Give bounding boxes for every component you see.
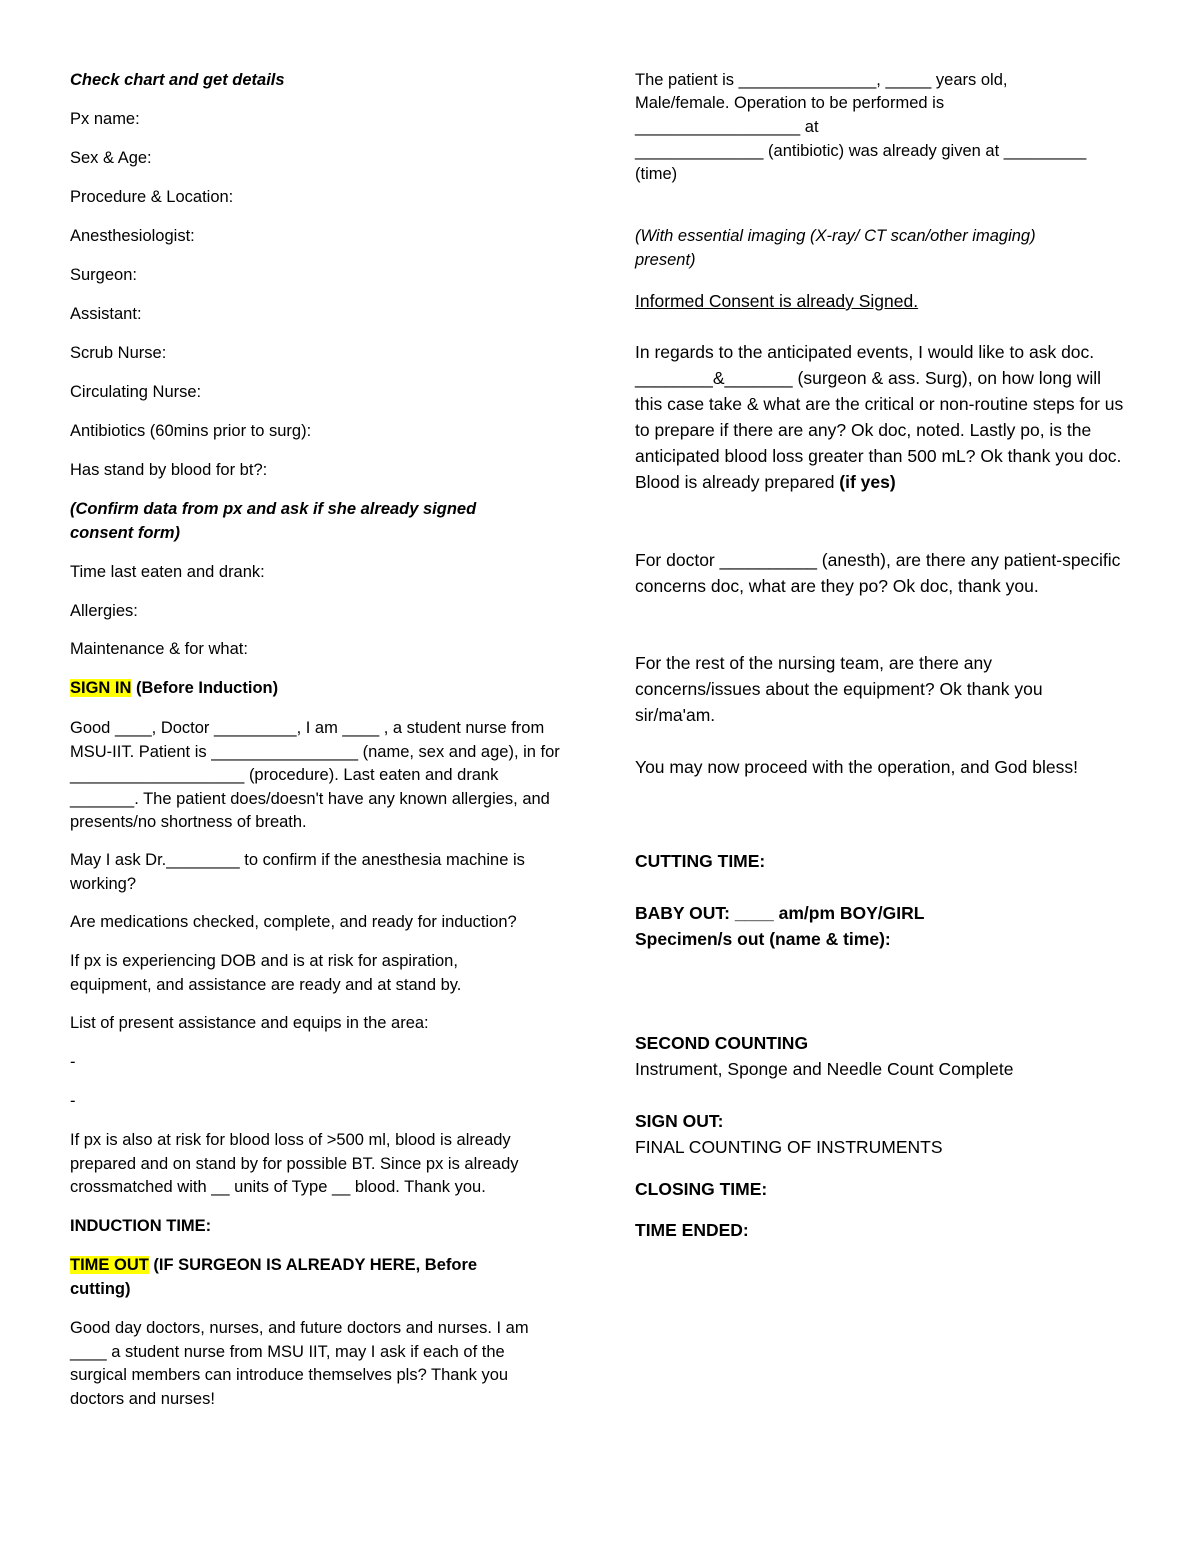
patient-line: (time) xyxy=(635,165,678,183)
dob-check: If px is experiencing DOB and is at risk for aspiration, equipment, and assistance are ready and at stand by. xyxy=(70,952,462,994)
time-out-suffix: (IF SURGEON IS ALREADY HERE, Before cutting) xyxy=(70,1256,478,1298)
sign-in-heading xyxy=(70,677,570,701)
field-assistant: Assistant: xyxy=(70,305,142,323)
patient-line: __________________ at xyxy=(635,118,819,136)
sign-out: SIGN OUT: xyxy=(635,1111,724,1131)
induction-time: INDUCTION TIME: xyxy=(70,1217,212,1235)
dash-item: - xyxy=(70,1053,76,1071)
count-complete: Instrument, Sponge and Needle Count Complete xyxy=(635,1059,1014,1079)
field-scrub-nurse: Scrub Nurse: xyxy=(70,344,167,362)
sign-in-label: SIGN IN xyxy=(70,679,132,697)
anticipated-if-yes: (if yes) xyxy=(834,472,896,492)
time-out-script: Good day doctors, nurses, and future doctors and nurses. I am ____ a student nurse from MSU IIT, may I ask if each of the surgical members can introduce themselves pls? Thank you doctors and nurses! xyxy=(70,1319,529,1408)
final-counting: FINAL COUNTING OF INSTRUMENTS xyxy=(635,1137,943,1157)
time-ended: TIME ENDED: xyxy=(635,1220,749,1240)
imaging-note: (With essential imaging (X-ray/ CT scan/other imaging) present) xyxy=(635,227,1036,269)
field-allergies: Allergies: xyxy=(70,602,138,620)
patient-line: The patient is _______________, _____ years old, xyxy=(635,71,1008,89)
field-maintenance: Maintenance & for what: xyxy=(70,640,248,658)
field-sex-age: Sex & Age: xyxy=(70,149,152,167)
sign-in-suffix: (Before Induction) xyxy=(131,679,279,697)
blood-loss-note: If px is also at risk for blood loss of >500 ml, blood is already prepared and on stand by for possible BT. Since px is already crossmatched with __ units of Type __ blood. Thank you. xyxy=(70,1131,519,1196)
sign-in-script: Good ____, Doctor _________, I am ____ , a student nurse from MSU-IIT. Patient is ________________ (name, sex and age), in for ___________________ (procedure). Last eaten and drank _______. The patient does/doesn't have any known allergies, and presents/no shortness of breath. xyxy=(70,719,560,831)
list-label: List of present assistance and equips in the area: xyxy=(70,1014,429,1032)
field-antibiotics: Antibiotics (60mins prior to surg): xyxy=(70,422,312,440)
time-out-label: TIME OUT xyxy=(70,1256,149,1274)
field-standby-blood: Has stand by blood for bt?: xyxy=(70,461,268,479)
anticipated-text: In regards to the anticipated events, I would like to ask doc. ________&_______ (surgeon & ass. Surg), on how long will this case take & what are the critical or non-routine steps for us to prepare if there are any? Ok doc, noted. Lastly po, is the anticipated blood loss greater than 500 mL? Ok thank you doc. Blood is already prepared xyxy=(635,342,1124,492)
dash-item: - xyxy=(70,1092,76,1110)
patient-line: Male/female. Operation to be performed is xyxy=(635,94,945,112)
patient-line: ______________ (antibiotic) was already given at _________ xyxy=(635,142,1087,160)
field-procedure-location: Procedure & Location: xyxy=(70,188,234,206)
nursing-team-concerns: For the rest of the nursing team, are there any concerns/issues about the equipment? Ok thank you sir/ma'am. xyxy=(635,653,1043,725)
section-heading: Check chart and get details xyxy=(70,71,285,89)
anesth-concerns: For doctor __________ (anesth), are there any patient-specific concerns doc, what are they po? Ok doc, thank you. xyxy=(635,550,1121,596)
time-out-heading xyxy=(70,1254,540,1301)
cutting-time: CUTTING TIME: xyxy=(635,851,766,871)
confirm-note: (Confirm data from px and ask if she already signed consent form) xyxy=(70,500,477,542)
field-px-name: Px name: xyxy=(70,110,140,128)
consent-line: Informed Consent is already Signed. xyxy=(635,291,919,311)
field-anesthesiologist: Anesthesiologist: xyxy=(70,227,195,245)
anesthesia-check: May I ask Dr.________ to confirm if the anesthesia machine is working? xyxy=(70,851,525,893)
baby-out: BABY OUT: ____ am/pm BOY/GIRL xyxy=(635,903,925,923)
field-circulating-nurse: Circulating Nurse: xyxy=(70,383,202,401)
closing-time: CLOSING TIME: xyxy=(635,1179,768,1199)
field-time-last-eaten: Time last eaten and drank: xyxy=(70,563,265,581)
medications-check: Are medications checked, complete, and ready for induction? xyxy=(70,913,517,931)
specimen-out: Specimen/s out (name & time): xyxy=(635,929,891,949)
anticipated-events xyxy=(635,339,1130,495)
proceed-note: You may now proceed with the operation, and God bless! xyxy=(635,757,1078,777)
second-counting: SECOND COUNTING xyxy=(635,1033,809,1053)
field-surgeon: Surgeon: xyxy=(70,266,137,284)
